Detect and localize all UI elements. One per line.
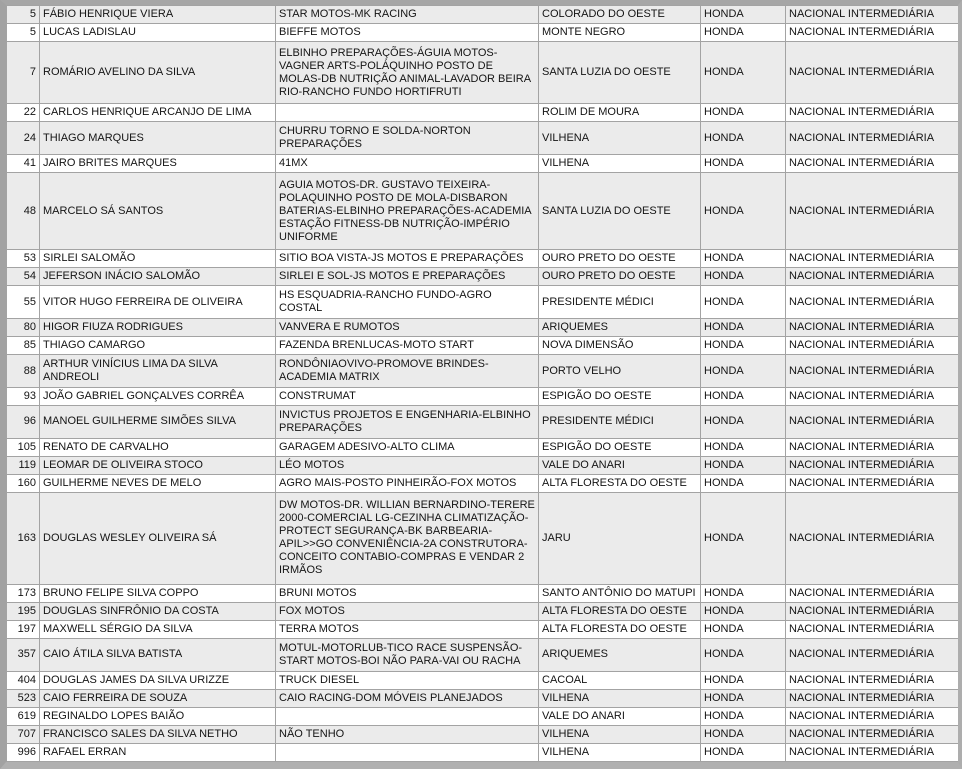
cell-city: JARU (539, 492, 701, 584)
cell-city: OURO PRETO DO OESTE (539, 268, 701, 286)
cell-rider-number: 996 (7, 743, 40, 761)
cell-team-sponsors: MOTUL-MOTORLUB-TICO RACE SUSPENSÃO-START MOTOS-BOI NÃO PARA-VAI OU RACHA (276, 638, 539, 671)
table-body (7, 6, 959, 762)
cell-rider-number: 195 (7, 602, 40, 620)
table-row (7, 492, 959, 584)
cell-rider-number: 619 (7, 707, 40, 725)
cell-rider-name: JEFERSON INÁCIO SALOMÃO (40, 268, 276, 286)
cell-category: NACIONAL INTERMEDIÁRIA (786, 122, 959, 155)
cell-rider-name: THIAGO MARQUES (40, 122, 276, 155)
cell-team-sponsors: GARAGEM ADESIVO-ALTO CLIMA (276, 438, 539, 456)
cell-category: NACIONAL INTERMEDIÁRIA (786, 638, 959, 671)
cell-city: SANTA LUZIA DO OESTE (539, 42, 701, 104)
cell-brand: HONDA (701, 268, 786, 286)
cell-category: NACIONAL INTERMEDIÁRIA (786, 24, 959, 42)
cell-rider-number: 41 (7, 155, 40, 173)
cell-city: VILHENA (539, 725, 701, 743)
cell-rider-number: 54 (7, 268, 40, 286)
cell-brand: HONDA (701, 638, 786, 671)
cell-city: OURO PRETO DO OESTE (539, 250, 701, 268)
cell-city: MONTE NEGRO (539, 24, 701, 42)
cell-city: ALTA FLORESTA DO OESTE (539, 474, 701, 492)
cell-brand: HONDA (701, 456, 786, 474)
cell-rider-name: JAIRO BRITES MARQUES (40, 155, 276, 173)
cell-category: NACIONAL INTERMEDIÁRIA (786, 355, 959, 388)
cell-category: NACIONAL INTERMEDIÁRIA (786, 286, 959, 319)
cell-category: NACIONAL INTERMEDIÁRIA (786, 584, 959, 602)
cell-city: VILHENA (539, 155, 701, 173)
cell-team-sponsors: SIRLEI E SOL-JS MOTOS E PREPARAÇÕES (276, 268, 539, 286)
table-row (7, 173, 959, 250)
cell-category: NACIONAL INTERMEDIÁRIA (786, 268, 959, 286)
cell-city: ESPIGÃO DO OESTE (539, 387, 701, 405)
cell-city: PRESIDENTE MÉDICI (539, 405, 701, 438)
cell-category: NACIONAL INTERMEDIÁRIA (786, 689, 959, 707)
cell-brand: HONDA (701, 671, 786, 689)
cell-city: ESPIGÃO DO OESTE (539, 438, 701, 456)
cell-rider-name: THIAGO CAMARGO (40, 337, 276, 355)
cell-brand: HONDA (701, 337, 786, 355)
cell-rider-name: MAXWELL SÉRGIO DA SILVA (40, 620, 276, 638)
riders-table (6, 5, 959, 762)
cell-team-sponsors: CONSTRUMAT (276, 387, 539, 405)
cell-team-sponsors: INVICTUS PROJETOS E ENGENHARIA-ELBINHO PREPARAÇÕES (276, 405, 539, 438)
cell-category: NACIONAL INTERMEDIÁRIA (786, 6, 959, 24)
cell-brand: HONDA (701, 602, 786, 620)
cell-team-sponsors: SITIO BOA VISTA-JS MOTOS E PREPARAÇÕES (276, 250, 539, 268)
table-row (7, 456, 959, 474)
table-row (7, 387, 959, 405)
cell-team-sponsors: CHURRU TORNO E SOLDA-NORTON PREPARAÇÕES (276, 122, 539, 155)
cell-category: NACIONAL INTERMEDIÁRIA (786, 387, 959, 405)
cell-rider-name: HIGOR FIUZA RODRIGUES (40, 318, 276, 336)
cell-category: NACIONAL INTERMEDIÁRIA (786, 104, 959, 122)
cell-category: NACIONAL INTERMEDIÁRIA (786, 474, 959, 492)
table-row (7, 122, 959, 155)
cell-rider-name: CAIO ÁTILA SILVA BATISTA (40, 638, 276, 671)
cell-team-sponsors (276, 743, 539, 761)
cell-city: CACOAL (539, 671, 701, 689)
cell-rider-name: LEOMAR DE OLIVEIRA STOCO (40, 456, 276, 474)
cell-rider-number: 55 (7, 286, 40, 319)
cell-rider-number: 48 (7, 173, 40, 250)
table-row (7, 155, 959, 173)
cell-team-sponsors: NÃO TENHO (276, 725, 539, 743)
cell-category: NACIONAL INTERMEDIÁRIA (786, 743, 959, 761)
cell-rider-number: 160 (7, 474, 40, 492)
cell-rider-number: 163 (7, 492, 40, 584)
table-row (7, 104, 959, 122)
cell-brand: HONDA (701, 387, 786, 405)
cell-brand: HONDA (701, 122, 786, 155)
cell-category: NACIONAL INTERMEDIÁRIA (786, 492, 959, 584)
table-row (7, 318, 959, 336)
cell-category: NACIONAL INTERMEDIÁRIA (786, 620, 959, 638)
table-row (7, 268, 959, 286)
cell-team-sponsors: AGRO MAIS-POSTO PINHEIRÃO-FOX MOTOS (276, 474, 539, 492)
cell-city: PORTO VELHO (539, 355, 701, 388)
cell-rider-name: ROMÁRIO AVELINO DA SILVA (40, 42, 276, 104)
cell-category: NACIONAL INTERMEDIÁRIA (786, 42, 959, 104)
table-row (7, 250, 959, 268)
table-row (7, 42, 959, 104)
cell-team-sponsors: FOX MOTOS (276, 602, 539, 620)
cell-rider-number: 707 (7, 725, 40, 743)
cell-brand: HONDA (701, 250, 786, 268)
cell-city: SANTO ANTÔNIO DO MATUPI (539, 584, 701, 602)
cell-rider-number: 404 (7, 671, 40, 689)
cell-rider-name: DOUGLAS WESLEY OLIVEIRA SÁ (40, 492, 276, 584)
cell-city: COLORADO DO OESTE (539, 6, 701, 24)
cell-rider-name: BRUNO FELIPE SILVA COPPO (40, 584, 276, 602)
cell-city: NOVA DIMENSÃO (539, 337, 701, 355)
cell-brand: HONDA (701, 6, 786, 24)
cell-brand: HONDA (701, 318, 786, 336)
cell-rider-name: RENATO DE CARVALHO (40, 438, 276, 456)
cell-rider-number: 96 (7, 405, 40, 438)
cell-city: PRESIDENTE MÉDICI (539, 286, 701, 319)
cell-rider-number: 197 (7, 620, 40, 638)
table-row (7, 743, 959, 761)
cell-rider-number: 173 (7, 584, 40, 602)
cell-category: NACIONAL INTERMEDIÁRIA (786, 337, 959, 355)
cell-rider-name: JOÃO GABRIEL GONÇALVES CORRÊA (40, 387, 276, 405)
cell-brand: HONDA (701, 584, 786, 602)
cell-brand: HONDA (701, 707, 786, 725)
table-row (7, 602, 959, 620)
table-row (7, 405, 959, 438)
cell-rider-number: 7 (7, 42, 40, 104)
cell-brand: HONDA (701, 492, 786, 584)
cell-rider-number: 93 (7, 387, 40, 405)
cell-city: VILHENA (539, 743, 701, 761)
cell-category: NACIONAL INTERMEDIÁRIA (786, 155, 959, 173)
cell-city: ALTA FLORESTA DO OESTE (539, 602, 701, 620)
cell-team-sponsors: ELBINHO PREPARAÇÕES-ÁGUIA MOTOS-VAGNER ARTS-POLÁQUINHO POSTO DE MOLAS-DB NUTRIÇÃO ANIMAL-LAVADOR BEIRA RIO-RANCHO FUNDO HORTIFRUTI (276, 42, 539, 104)
cell-rider-number: 24 (7, 122, 40, 155)
cell-rider-name: MANOEL GUILHERME SIMÕES SILVA (40, 405, 276, 438)
cell-category: NACIONAL INTERMEDIÁRIA (786, 707, 959, 725)
cell-rider-number: 80 (7, 318, 40, 336)
cell-brand: HONDA (701, 24, 786, 42)
cell-category: NACIONAL INTERMEDIÁRIA (786, 173, 959, 250)
cell-team-sponsors: VANVERA E RUMOTOS (276, 318, 539, 336)
cell-team-sponsors: TRUCK DIESEL (276, 671, 539, 689)
cell-brand: HONDA (701, 474, 786, 492)
cell-category: NACIONAL INTERMEDIÁRIA (786, 318, 959, 336)
cell-city: SANTA LUZIA DO OESTE (539, 173, 701, 250)
cell-team-sponsors: BIEFFE MOTOS (276, 24, 539, 42)
table-row (7, 689, 959, 707)
cell-team-sponsors: TERRA MOTOS (276, 620, 539, 638)
cell-rider-name: ARTHUR VINÍCIUS LIMA DA SILVA ANDREOLI (40, 355, 276, 388)
cell-rider-number: 88 (7, 355, 40, 388)
cell-city: ALTA FLORESTA DO OESTE (539, 620, 701, 638)
table-row (7, 707, 959, 725)
cell-category: NACIONAL INTERMEDIÁRIA (786, 438, 959, 456)
cell-rider-number: 22 (7, 104, 40, 122)
cell-team-sponsors: RONDÔNIAOVIVO-PROMOVE BRINDES-ACADEMIA MATRIX (276, 355, 539, 388)
cell-team-sponsors (276, 104, 539, 122)
cell-rider-name: DOUGLAS JAMES DA SILVA URIZZE (40, 671, 276, 689)
cell-rider-name: VITOR HUGO FERREIRA DE OLIVEIRA (40, 286, 276, 319)
table-row (7, 355, 959, 388)
cell-category: NACIONAL INTERMEDIÁRIA (786, 725, 959, 743)
cell-category: NACIONAL INTERMEDIÁRIA (786, 602, 959, 620)
cell-brand: HONDA (701, 405, 786, 438)
cell-brand: HONDA (701, 286, 786, 319)
cell-rider-number: 523 (7, 689, 40, 707)
cell-team-sponsors: 41MX (276, 155, 539, 173)
cell-rider-name: REGINALDO LOPES BAIÃO (40, 707, 276, 725)
cell-rider-name: CAIO FERREIRA DE SOUZA (40, 689, 276, 707)
cell-category: NACIONAL INTERMEDIÁRIA (786, 250, 959, 268)
table-row (7, 6, 959, 24)
cell-team-sponsors (276, 707, 539, 725)
table-row (7, 671, 959, 689)
cell-team-sponsors: DW MOTOS-DR. WILLIAN BERNARDINO-TERERE 2000-COMERCIAL LG-CEZINHA CLIMATIZAÇÃO-PROTECT SEGURANÇA-BK BARBEARIA-APIL>>GO CONVENIÊNCIA-2A CONSTRUTORA-CONCEITO CONTABIO-COMPRAS E VENDAR 2 IRMÃOS (276, 492, 539, 584)
cell-rider-name: LUCAS LADISLAU (40, 24, 276, 42)
cell-brand: HONDA (701, 620, 786, 638)
cell-rider-number: 119 (7, 456, 40, 474)
table-row (7, 638, 959, 671)
cell-rider-name: MARCELO SÁ SANTOS (40, 173, 276, 250)
cell-rider-name: CARLOS HENRIQUE ARCANJO DE LIMA (40, 104, 276, 122)
table-row (7, 286, 959, 319)
cell-rider-number: 53 (7, 250, 40, 268)
table-row (7, 584, 959, 602)
cell-brand: HONDA (701, 743, 786, 761)
cell-rider-number: 5 (7, 6, 40, 24)
cell-rider-name: FÁBIO HENRIQUE VIERA (40, 6, 276, 24)
cell-city: VALE DO ANARI (539, 456, 701, 474)
cell-brand: HONDA (701, 155, 786, 173)
cell-rider-number: 357 (7, 638, 40, 671)
cell-city: ARIQUEMES (539, 318, 701, 336)
cell-category: NACIONAL INTERMEDIÁRIA (786, 405, 959, 438)
cell-brand: HONDA (701, 104, 786, 122)
cell-team-sponsors: FAZENDA BRENLUCAS-MOTO START (276, 337, 539, 355)
cell-brand: HONDA (701, 42, 786, 104)
cell-brand: HONDA (701, 355, 786, 388)
table-row (7, 24, 959, 42)
cell-rider-name: FRANCISCO SALES DA SILVA NETHO (40, 725, 276, 743)
cell-rider-name: SIRLEI SALOMÃO (40, 250, 276, 268)
cell-rider-number: 5 (7, 24, 40, 42)
cell-rider-name: RAFAEL ERRAN (40, 743, 276, 761)
cell-rider-name: GUILHERME NEVES DE MELO (40, 474, 276, 492)
cell-team-sponsors: BRUNI MOTOS (276, 584, 539, 602)
cell-team-sponsors: HS ESQUADRIA-RANCHO FUNDO-AGRO COSTAL (276, 286, 539, 319)
cell-team-sponsors: CAIO RACING-DOM MÓVEIS PLANEJADOS (276, 689, 539, 707)
cell-city: VILHENA (539, 122, 701, 155)
cell-rider-number: 105 (7, 438, 40, 456)
cell-city: ROLIM DE MOURA (539, 104, 701, 122)
cell-city: VALE DO ANARI (539, 707, 701, 725)
table-row (7, 337, 959, 355)
table-row (7, 438, 959, 456)
cell-category: NACIONAL INTERMEDIÁRIA (786, 456, 959, 474)
table-row (7, 620, 959, 638)
table-row (7, 474, 959, 492)
cell-brand: HONDA (701, 725, 786, 743)
cell-team-sponsors: AGUIA MOTOS-DR. GUSTAVO TEIXEIRA-POLAQUINHO POSTO DE MOLA-DISBARON BATERIAS-ELBINHO PREPARAÇÕES-ACADEMIA ESTAÇÃO FITNESS-DB NUTRIÇÃO-IMPÉRIO UNIFORME (276, 173, 539, 250)
cell-city: ARIQUEMES (539, 638, 701, 671)
cell-rider-number: 85 (7, 337, 40, 355)
cell-brand: HONDA (701, 689, 786, 707)
cell-team-sponsors: LÉO MOTOS (276, 456, 539, 474)
cell-category: NACIONAL INTERMEDIÁRIA (786, 671, 959, 689)
cell-brand: HONDA (701, 438, 786, 456)
cell-team-sponsors: STAR MOTOS-MK RACING (276, 6, 539, 24)
cell-city: VILHENA (539, 689, 701, 707)
cell-rider-name: DOUGLAS SINFRÔNIO DA COSTA (40, 602, 276, 620)
table-row (7, 725, 959, 743)
cell-brand: HONDA (701, 173, 786, 250)
